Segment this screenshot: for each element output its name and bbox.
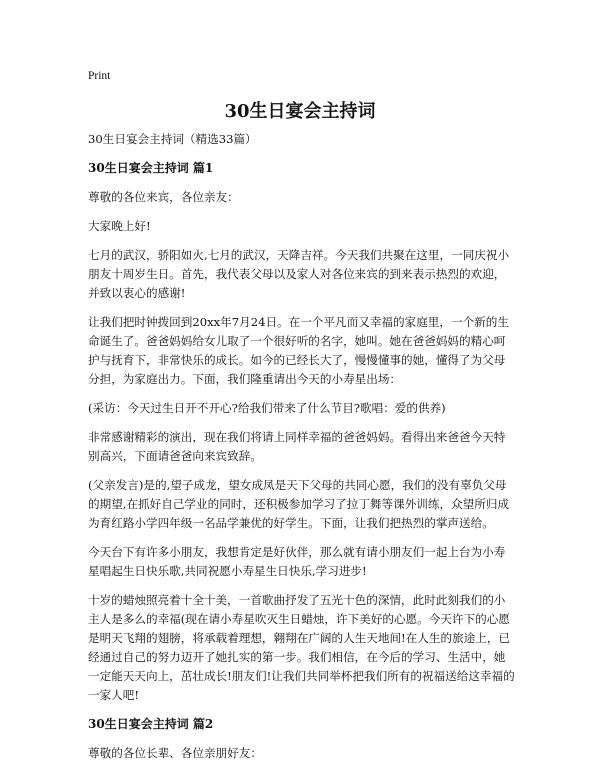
paragraph: 今天台下有许多小朋友，我想肯定是好伙伴，那么就有请小朋友们一起上台为小寿星唱起生日快乐歌,共同祝愿小寿星生日快乐,学习进步! (88, 545, 506, 578)
paragraph: 让我们把时钟拨回到20xx年7月24日。在一个平凡而又幸福的家庭里，一个新的生命诞生了。爸爸妈妈给女儿取了一个很好听的名字，她叫。她在爸爸妈妈的精心呵护与抚育下，非常快乐的成长。如今的已经长大了，慢慢懂事的她，懂得了为父母分担，为家庭出力。下面，我们隆重请出今天的小寿星出场： (88, 315, 509, 386)
paragraph: 尊敬的各位来宾，各位亲友： (88, 190, 239, 204)
page-title: 30生日宴会主持词 (224, 101, 376, 122)
paragraph: (父亲发言)是的,望子成龙，望女成凤是天下父母的共同心愿，我们的没有辜负父母的期望,在抓好自己学业的同时，还积极参加学习了拉丁舞等课外训练，众望所归成为育红路小学四年级一名品学兼优的好学生。下面，让我们把热烈的掌声送给。 (88, 478, 510, 530)
paragraph: 七月的武汉，骄阳如火,七月的武汉，天降吉祥。今天我们共聚在这里，一同庆祝小朋友十周岁生日。首先，我代表父母以及家人对各位来宾的到来表示热烈的欢迎，并致以衷心的感谢! (88, 248, 510, 300)
section-heading-1: 30生日宴会主持词 篇1 (88, 161, 214, 175)
print-link[interactable]: Print (88, 70, 111, 82)
paragraph: (采访：今天过生日开不开心?给我们带来了什么节目?歌唱：爱的供养) (88, 401, 446, 415)
article-body (88, 130, 516, 773)
section-heading-2: 30生日宴会主持词 篇2 (88, 717, 214, 731)
paragraph: 十岁的蜡烛照亮着十全十美，一首歌曲抒发了五光十色的深情，此时此刻我们的小主人是多么的幸福(现在请小寿星吹灭生日蜡烛，许下美好的心愿。今天许下的心愿是明天飞翔的翅膀，将承载着理想，翱翔在广阔的人生天地间!在人生的旅途上，已经通过自己的努力迈开了她扎实的第一步。我们相信，在今后的学习、生活中，她一定能天天向上，茁壮成长!朋友们!让我们共同举杯把我们所有的祝福送给这幸福的一家人吧! (88, 593, 515, 702)
paragraph: 尊敬的各位长辈、各位亲朋好友： (88, 746, 262, 760)
subtitle: 30生日宴会主持词（精选33篇） (88, 132, 257, 146)
paragraph: 非常感谢精彩的演出，现在我们将请上同样幸福的爸爸妈妈。看得出来爸爸今天特别高兴，下面请爸爸向来宾致辞。 (88, 430, 506, 463)
paragraph: 大家晚上好! (88, 219, 151, 233)
